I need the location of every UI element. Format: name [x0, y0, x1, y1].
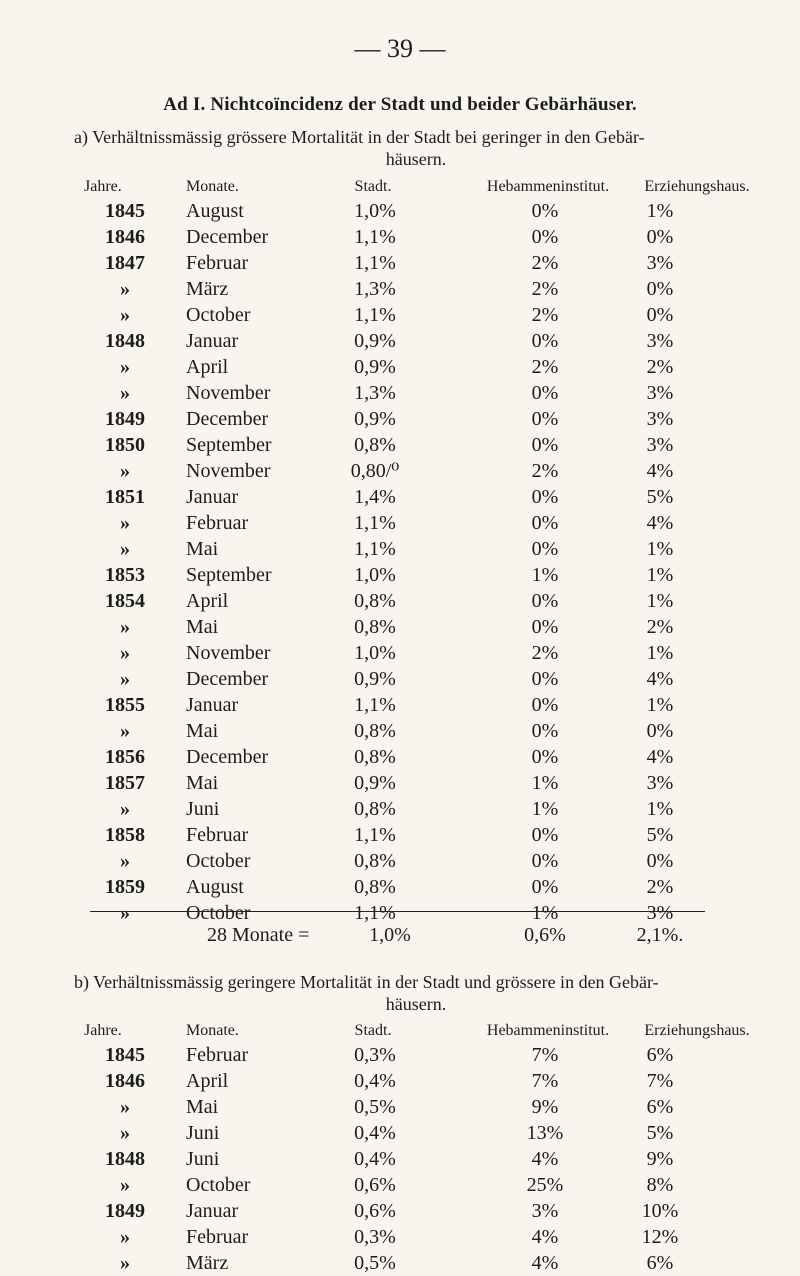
cell-hebammeninstitut: 0%: [531, 408, 559, 430]
cell-month: Februar: [186, 1044, 249, 1066]
table-a-row: [0, 822, 800, 848]
cell-stadt: 0,8%: [354, 850, 396, 872]
cell-erziehungshaus: 1%: [646, 200, 674, 222]
cell-erziehungshaus: 5%: [646, 824, 674, 846]
cell-year: »: [120, 304, 130, 326]
cell-month: December: [186, 226, 269, 248]
cell-hebammeninstitut: 7%: [531, 1070, 559, 1092]
cell-month: April: [186, 1070, 229, 1092]
cell-erziehungshaus: 3%: [646, 408, 674, 430]
table-a-row: [0, 406, 800, 432]
cell-stadt: 0,9%: [354, 772, 396, 794]
cell-erziehungshaus: 1%: [646, 798, 674, 820]
cell-stadt: 0,4%: [354, 1070, 396, 1092]
table-a-row: [0, 796, 800, 822]
cell-erziehungshaus: 3%: [646, 382, 674, 404]
cell-year: 1849: [105, 408, 145, 430]
table-a-row: [0, 614, 800, 640]
cell-year: »: [120, 1252, 130, 1274]
cell-hebammeninstitut: 4%: [531, 1226, 559, 1248]
cell-month: December: [186, 668, 269, 690]
cell-hebammeninstitut: 0%: [531, 330, 559, 352]
cell-year: »: [120, 1174, 130, 1196]
cell-stadt: 0,9%: [354, 668, 396, 690]
cell-year: »: [120, 356, 130, 378]
cell-hebammeninstitut: 0%: [531, 720, 559, 742]
section-b-title-line2: häusern.: [385, 994, 447, 1014]
cell-month: December: [186, 746, 269, 768]
cell-stadt: 0,6%: [354, 1174, 396, 1196]
cell-year: 1849: [105, 1200, 145, 1222]
cell-erziehungshaus: 8%: [646, 1174, 674, 1196]
cell-year: 1856: [105, 746, 145, 768]
section-a-title: [74, 126, 754, 170]
cell-hebammeninstitut: 4%: [531, 1252, 559, 1274]
cell-month: September: [186, 564, 272, 586]
cell-stadt: 0,8%: [354, 434, 396, 456]
table-b-row: [0, 1042, 800, 1068]
cell-stadt: 1,1%: [354, 226, 396, 248]
cell-month: Mai: [186, 720, 219, 742]
cell-year: »: [120, 1096, 130, 1118]
cell-erziehungshaus: 5%: [646, 486, 674, 508]
section-b-title: [74, 971, 754, 1015]
table-a-row: [0, 770, 800, 796]
cell-hebammeninstitut: 0%: [531, 590, 559, 612]
cell-erziehungshaus: 7%: [646, 1070, 674, 1092]
cell-erziehungshaus: 2%: [646, 616, 674, 638]
table-a-row: [0, 536, 800, 562]
cell-year: 1846: [105, 226, 145, 248]
table-a-row: [0, 562, 800, 588]
cell-erziehungshaus: 4%: [646, 668, 674, 690]
header-erziehungshaus: Erziehungshaus.: [644, 1022, 750, 1039]
cell-stadt: 0,80/⁰: [350, 460, 400, 482]
cell-erziehungshaus: 1%: [646, 694, 674, 716]
cell-hebammeninstitut: 0%: [531, 434, 559, 456]
header-year: Jahre.: [84, 1022, 122, 1039]
cell-stadt: 1,1%: [354, 252, 396, 274]
cell-hebammeninstitut: 0%: [531, 876, 559, 898]
table-a-row: [0, 458, 800, 484]
table-a-row: [0, 198, 800, 224]
table-a: [0, 176, 800, 926]
table-a-row: [0, 692, 800, 718]
cell-month: März: [186, 1252, 229, 1274]
cell-year: »: [120, 460, 130, 482]
cell-hebammeninstitut: 0%: [531, 486, 559, 508]
cell-erziehungshaus: 6%: [646, 1044, 674, 1066]
cell-stadt: 0,6%: [354, 1200, 396, 1222]
cell-stadt: 0,4%: [354, 1122, 396, 1144]
cell-hebammeninstitut: 2%: [531, 642, 559, 664]
cell-month: Mai: [186, 616, 219, 638]
table-b-row: [0, 1172, 800, 1198]
cell-year: 1850: [105, 434, 145, 456]
cell-month: September: [186, 434, 272, 456]
section-b-title-line1: b) Verhältnissmässig geringere Mortalität in der Stadt und grössere in den Gebär-: [74, 972, 659, 992]
table-a-row: [0, 640, 800, 666]
cell-hebammeninstitut: 9%: [531, 1096, 559, 1118]
cell-erziehungshaus: 1%: [646, 538, 674, 560]
cell-erziehungshaus: 2%: [646, 876, 674, 898]
cell-year: »: [120, 642, 130, 664]
table-b-row: [0, 1198, 800, 1224]
cell-month: März: [186, 278, 229, 300]
cell-stadt: 0,8%: [354, 746, 396, 768]
cell-erziehungshaus: 3%: [646, 902, 674, 924]
cell-year: »: [120, 616, 130, 638]
cell-month: Januar: [186, 486, 239, 508]
cell-year: »: [120, 278, 130, 300]
cell-erziehungshaus: 10%: [641, 1200, 679, 1222]
cell-hebammeninstitut: 4%: [531, 1148, 559, 1170]
table-a-row: [0, 874, 800, 900]
cell-erziehungshaus: 4%: [646, 746, 674, 768]
table-a-row: [0, 380, 800, 406]
cell-stadt: 0,8%: [354, 616, 396, 638]
cell-month: Juni: [186, 1148, 220, 1170]
table-a-row: [0, 354, 800, 380]
cell-stadt: 1,1%: [354, 824, 396, 846]
page-number: — 39 —: [354, 34, 446, 63]
cell-erziehungshaus: 1%: [646, 564, 674, 586]
cell-stadt: 0,3%: [354, 1226, 396, 1248]
table-a-row: [0, 484, 800, 510]
cell-month: October: [186, 304, 251, 326]
cell-erziehungshaus: 0%: [646, 850, 674, 872]
cell-hebammeninstitut: 0%: [531, 694, 559, 716]
cell-year: »: [120, 512, 130, 534]
cell-hebammeninstitut: 2%: [531, 356, 559, 378]
cell-erziehungshaus: 3%: [646, 330, 674, 352]
cell-stadt: 1,1%: [354, 304, 396, 326]
cell-month: Juni: [186, 1122, 220, 1144]
cell-erziehungshaus: 6%: [646, 1252, 674, 1274]
cell-year: »: [120, 668, 130, 690]
cell-month: April: [186, 590, 229, 612]
cell-stadt: 0,5%: [354, 1252, 396, 1274]
cell-hebammeninstitut: 2%: [531, 278, 559, 300]
table-b-row: [0, 1224, 800, 1250]
cell-month: October: [186, 902, 251, 924]
cell-month: November: [186, 382, 271, 404]
cell-year: »: [120, 538, 130, 560]
cell-hebammeninstitut: 25%: [526, 1174, 564, 1196]
cell-stadt: 0,8%: [354, 590, 396, 612]
cell-month: Mai: [186, 772, 219, 794]
cell-stadt: 1,3%: [354, 278, 396, 300]
cell-month: November: [186, 460, 271, 482]
table-a-row: [0, 432, 800, 458]
section-a-title-line1: a) Verhältnissmässig grössere Mortalität in der Stadt bei geringer in den Gebär-: [74, 127, 645, 147]
header-year: Jahre.: [84, 178, 122, 195]
cell-year: 1848: [105, 1148, 145, 1170]
cell-year: 1851: [105, 486, 145, 508]
cell-hebammeninstitut: 1%: [531, 564, 559, 586]
table-a-row: [0, 328, 800, 354]
cell-month: Februar: [186, 512, 249, 534]
cell-erziehungshaus: 0%: [646, 304, 674, 326]
cell-erziehungshaus: 0%: [646, 720, 674, 742]
cell-hebammeninstitut: 13%: [526, 1122, 564, 1144]
summary-erziehungshaus: 2,1%.: [636, 924, 684, 946]
header-stadt: Stadt.: [354, 178, 392, 195]
cell-stadt: 0,3%: [354, 1044, 396, 1066]
cell-stadt: 0,9%: [354, 330, 396, 352]
cell-stadt: 1,1%: [354, 694, 396, 716]
cell-month: Februar: [186, 252, 249, 274]
table-a-row: [0, 302, 800, 328]
table-a-row: [0, 744, 800, 770]
cell-year: »: [120, 798, 130, 820]
cell-erziehungshaus: 4%: [646, 460, 674, 482]
summary-row: [0, 922, 800, 948]
cell-month: August: [186, 876, 244, 898]
cell-erziehungshaus: 12%: [641, 1226, 679, 1248]
cell-month: Januar: [186, 1200, 239, 1222]
cell-erziehungshaus: 3%: [646, 434, 674, 456]
cell-stadt: 0,8%: [354, 876, 396, 898]
cell-hebammeninstitut: 3%: [531, 1200, 559, 1222]
cell-hebammeninstitut: 0%: [531, 824, 559, 846]
cell-month: October: [186, 850, 251, 872]
table-b-row: [0, 1094, 800, 1120]
cell-month: Januar: [186, 694, 239, 716]
cell-stadt: 1,4%: [354, 486, 396, 508]
table-a-row: [0, 588, 800, 614]
cell-hebammeninstitut: 7%: [531, 1044, 559, 1066]
cell-erziehungshaus: 4%: [646, 512, 674, 534]
cell-stadt: 1,0%: [354, 642, 396, 664]
table-a-row: [0, 224, 800, 250]
cell-year: »: [120, 1226, 130, 1248]
cell-year: »: [120, 850, 130, 872]
cell-stadt: 0,9%: [354, 356, 396, 378]
cell-stadt: 0,9%: [354, 408, 396, 430]
summary-stadt: 1,0%: [369, 924, 411, 946]
cell-stadt: 0,5%: [354, 1096, 396, 1118]
cell-hebammeninstitut: 1%: [531, 902, 559, 924]
cell-year: 1857: [105, 772, 145, 794]
cell-stadt: 0,4%: [354, 1148, 396, 1170]
cell-hebammeninstitut: 2%: [531, 252, 559, 274]
cell-year: »: [120, 382, 130, 404]
cell-year: 1858: [105, 824, 145, 846]
section-a-title-line2: häusern.: [385, 149, 447, 169]
cell-month: April: [186, 356, 229, 378]
cell-year: 1854: [105, 590, 145, 612]
cell-erziehungshaus: 9%: [646, 1148, 674, 1170]
cell-hebammeninstitut: 0%: [531, 538, 559, 560]
cell-stadt: 1,0%: [354, 564, 396, 586]
cell-month: December: [186, 408, 269, 430]
table-a-header: [0, 176, 800, 198]
cell-erziehungshaus: 1%: [646, 590, 674, 612]
cell-hebammeninstitut: 0%: [531, 382, 559, 404]
summary-rule: [90, 911, 705, 912]
cell-hebammeninstitut: 0%: [531, 616, 559, 638]
cell-month: Februar: [186, 824, 249, 846]
cell-erziehungshaus: 1%: [646, 642, 674, 664]
table-a-row: [0, 276, 800, 302]
table-b-row: [0, 1120, 800, 1146]
cell-stadt: 1,1%: [354, 512, 396, 534]
cell-hebammeninstitut: 0%: [531, 512, 559, 534]
cell-erziehungshaus: 6%: [646, 1096, 674, 1118]
cell-erziehungshaus: 5%: [646, 1122, 674, 1144]
summary-hebammeninstitut: 0,6%: [524, 924, 566, 946]
table-b-row: [0, 1068, 800, 1094]
cell-stadt: 1,1%: [354, 538, 396, 560]
cell-hebammeninstitut: 2%: [531, 304, 559, 326]
cell-erziehungshaus: 0%: [646, 226, 674, 248]
header-month: Monate.: [186, 178, 239, 195]
cell-year: 1859: [105, 876, 145, 898]
table-a-row: [0, 666, 800, 692]
cell-month: November: [186, 642, 271, 664]
cell-month: Juni: [186, 798, 220, 820]
summary-label: 28 Monate =: [207, 924, 310, 946]
cell-year: 1848: [105, 330, 145, 352]
cell-stadt: 0,8%: [354, 720, 396, 742]
cell-hebammeninstitut: 2%: [531, 460, 559, 482]
cell-hebammeninstitut: 0%: [531, 200, 559, 222]
cell-year: 1846: [105, 1070, 145, 1092]
cell-erziehungshaus: 0%: [646, 278, 674, 300]
cell-hebammeninstitut: 0%: [531, 746, 559, 768]
cell-month: Mai: [186, 538, 219, 560]
cell-erziehungshaus: 3%: [646, 772, 674, 794]
table-b-row: [0, 1250, 800, 1276]
cell-month: Mai: [186, 1096, 219, 1118]
cell-month: August: [186, 200, 244, 222]
header-stadt: Stadt.: [354, 1022, 392, 1039]
cell-month: Februar: [186, 1226, 249, 1248]
cell-stadt: 1,3%: [354, 382, 396, 404]
cell-erziehungshaus: 2%: [646, 356, 674, 378]
cell-year: 1845: [105, 200, 145, 222]
cell-year: 1853: [105, 564, 145, 586]
table-a-row: [0, 510, 800, 536]
table-a-row: [0, 848, 800, 874]
cell-year: »: [120, 902, 130, 924]
cell-year: »: [120, 1122, 130, 1144]
cell-hebammeninstitut: 0%: [531, 850, 559, 872]
table-b-header: [0, 1020, 800, 1042]
cell-month: October: [186, 1174, 251, 1196]
header-hebammeninstitut: Hebammeninstitut.: [486, 178, 610, 195]
table-b-row: [0, 1146, 800, 1172]
cell-hebammeninstitut: 1%: [531, 772, 559, 794]
cell-hebammeninstitut: 0%: [531, 668, 559, 690]
header-hebammeninstitut: Hebammeninstitut.: [486, 1022, 610, 1039]
cell-erziehungshaus: 3%: [646, 252, 674, 274]
cell-year: 1855: [105, 694, 145, 716]
table-a-row: [0, 718, 800, 744]
cell-stadt: 0,8%: [354, 798, 396, 820]
header-month: Monate.: [186, 1022, 239, 1039]
cell-hebammeninstitut: 0%: [531, 226, 559, 248]
cell-hebammeninstitut: 1%: [531, 798, 559, 820]
table-a-row: [0, 250, 800, 276]
header-erziehungshaus: Erziehungshaus.: [644, 178, 750, 195]
cell-month: Januar: [186, 330, 239, 352]
cell-year: 1847: [105, 252, 145, 274]
cell-stadt: 1,0%: [354, 200, 396, 222]
cell-year: »: [120, 720, 130, 742]
cell-year: 1845: [105, 1044, 145, 1066]
cell-stadt: 1,1%: [354, 902, 396, 924]
table-b: [0, 1020, 800, 1276]
page-heading: Ad I. Nichtcoïncidenz der Stadt und beider Gebärhäuser.: [163, 94, 637, 115]
